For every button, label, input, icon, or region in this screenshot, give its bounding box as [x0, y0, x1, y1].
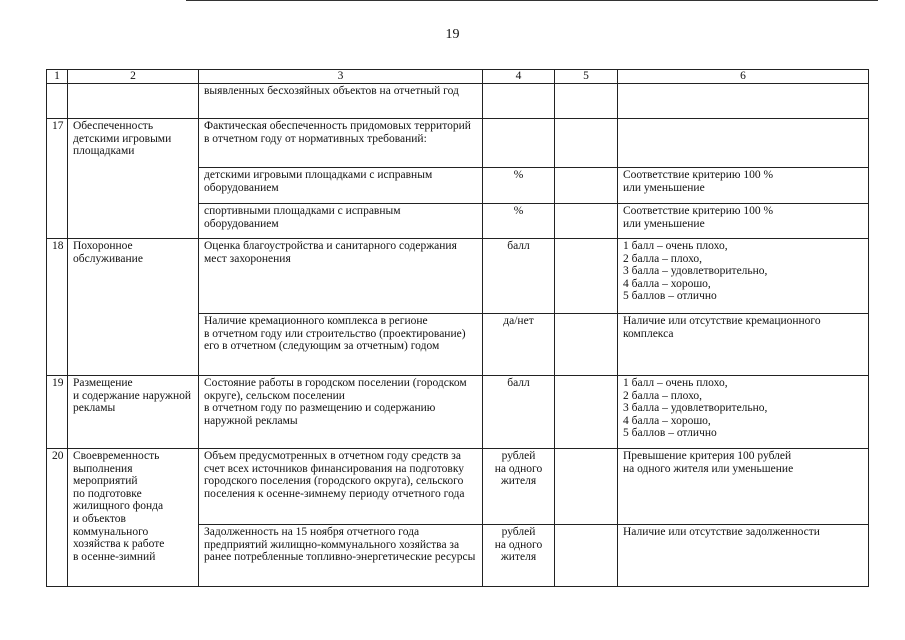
indicator-name: Своевременность выполнения мероприятий по подготовке жилищного фонда и объектов коммунального хозяйства к работе в осенне-зимний [68, 449, 199, 587]
table-row [47, 449, 869, 525]
criterion-text: Фактическая обеспеченность придомовых территорий в отчетном году от нормативных требований: [199, 119, 483, 168]
header-row [47, 70, 869, 84]
table-row [47, 376, 869, 449]
value-cell [555, 449, 618, 525]
row-number: 19 [47, 376, 68, 449]
unit-cell: % [483, 204, 555, 239]
header-cell: 2 [68, 70, 199, 84]
criterion-rating: Наличие или отсутствие кремационного комплекса [618, 314, 869, 376]
header-cell: 3 [199, 70, 483, 84]
criterion-rating: 1 балл – очень плохо, 2 балла – плохо, 3 балла – удовлетворительно, 4 балла – хорошо, 5 баллов – отлично [618, 376, 869, 449]
criterion-text: детскими игровыми площадками с исправным оборудованием [199, 168, 483, 204]
value-cell [555, 84, 618, 119]
indicator-name: Обеспеченность детскими игровыми площадками [68, 119, 199, 239]
criterion-text: спортивными площадками с исправным оборудованием [199, 204, 483, 239]
criterion-rating [618, 84, 869, 119]
row-number: 20 [47, 449, 68, 587]
page-number: 19 [445, 27, 460, 42]
criterion-rating: Наличие или отсутствие задолженности [618, 525, 869, 587]
table-row [47, 239, 869, 314]
unit-cell: рублей на одного жителя [483, 525, 555, 587]
value-cell [555, 239, 618, 314]
indicators-table [46, 69, 869, 587]
value-cell [555, 525, 618, 587]
unit-cell [483, 119, 555, 168]
value-cell [555, 119, 618, 168]
indicator-name: Размещение и содержание наружной рекламы [68, 376, 199, 449]
value-cell [555, 168, 618, 204]
value-cell [555, 376, 618, 449]
criterion-rating: Соответствие критерию 100 % или уменьшение [618, 204, 869, 239]
row-number: 18 [47, 239, 68, 376]
table-row [47, 119, 869, 168]
header-cell: 1 [47, 70, 68, 84]
criterion-rating: Соответствие критерию 100 % или уменьшение [618, 168, 869, 204]
unit-cell: да/нет [483, 314, 555, 376]
criterion-text: Наличие кремационного комплекса в регионе в отчетном году или строительство (проектирование) его в отчетном (следующим за отчетным) годом [199, 314, 483, 376]
criterion-text: выявленных бесхозяйных объектов на отчетный год [199, 84, 483, 119]
criterion-text: Состояние работы в городском поселении (городском округе), сельском поселении в отчетном году по размещению и содержанию наружной рекламы [199, 376, 483, 449]
header-cell: 5 [555, 70, 618, 84]
criterion-text: Оценка благоустройства и санитарного содержания мест захоронения [199, 239, 483, 314]
criterion-rating: 1 балл – очень плохо, 2 балла – плохо, 3 балла – удовлетворительно, 4 балла – хорошо, 5 баллов – отлично [618, 239, 869, 314]
top-rule [186, 0, 878, 1]
unit-cell: балл [483, 239, 555, 314]
value-cell [555, 204, 618, 239]
indicator-name: Похоронное обслуживание [68, 239, 199, 376]
row-number [47, 84, 68, 119]
unit-cell [483, 84, 555, 119]
criterion-rating: Превышение критерия 100 рублей на одного жителя или уменьшение [618, 449, 869, 525]
header-cell: 6 [618, 70, 869, 84]
row-number: 17 [47, 119, 68, 239]
indicator-name [68, 84, 199, 119]
table-row [47, 84, 869, 119]
criterion-text: Задолженность на 15 ноября отчетного года предприятий жилищно-коммунального хозяйства за ранее потребленные топливно-энергетические ресурсы [199, 525, 483, 587]
value-cell [555, 314, 618, 376]
header-cell: 4 [483, 70, 555, 84]
unit-cell: балл [483, 376, 555, 449]
criterion-text: Объем предусмотренных в отчетном году средств за счет всех источников финансирования на подготовку городского поселения (городского округа), сельского поселения к осенне-зимнему периоду отчетного года [199, 449, 483, 525]
unit-cell: % [483, 168, 555, 204]
criterion-rating [618, 119, 869, 168]
unit-cell: рублей на одного жителя [483, 449, 555, 525]
